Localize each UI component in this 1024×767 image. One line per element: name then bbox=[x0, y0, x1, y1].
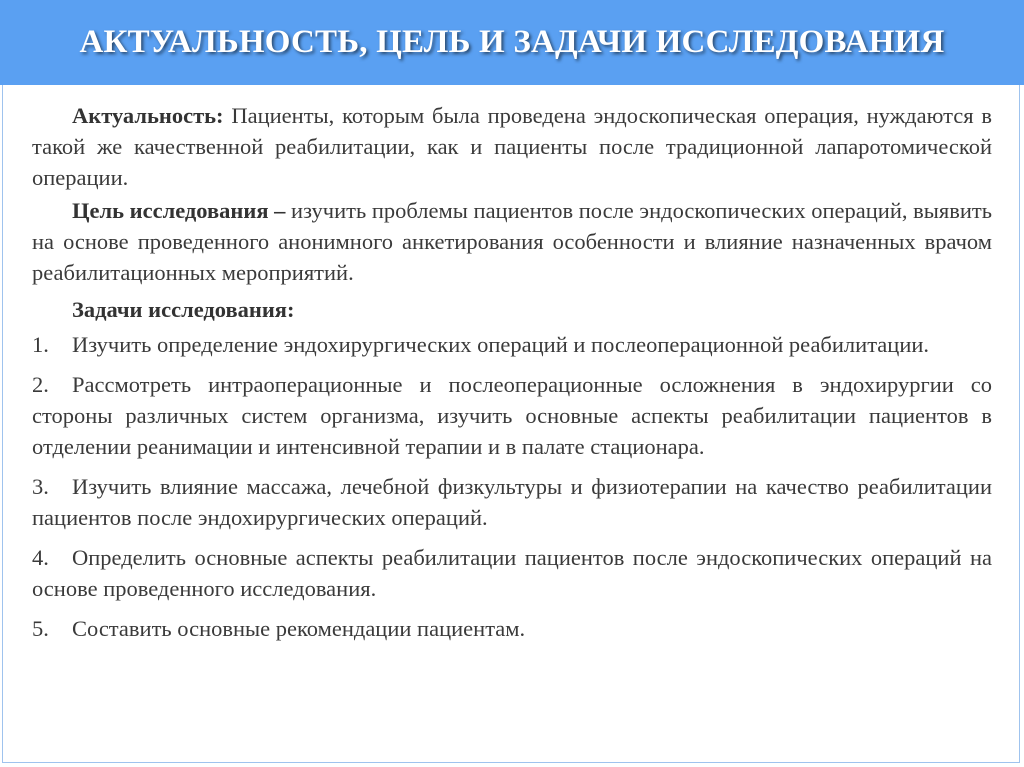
task-number: 5. bbox=[32, 616, 49, 641]
goal-paragraph bbox=[32, 195, 992, 288]
task-number: 3. bbox=[32, 474, 49, 499]
task-number: 2. bbox=[32, 372, 49, 397]
goal-label: Цель исследования – bbox=[72, 198, 286, 223]
task-item bbox=[32, 369, 992, 462]
task-text: Определить основные аспекты реабилитации пациентов после эндоскопических операций на основе проведенного исследования. bbox=[32, 545, 992, 601]
title-bar bbox=[0, 0, 1024, 85]
relevance-label: Актуальность: bbox=[72, 103, 224, 128]
task-item bbox=[32, 542, 992, 604]
task-number: 1. bbox=[32, 332, 49, 357]
relevance-paragraph bbox=[32, 100, 992, 193]
task-number: 4. bbox=[32, 545, 49, 570]
task-item bbox=[32, 471, 992, 533]
relevance-text: Пациенты, которым была проведена эндоскопическая операция, нуждаются в такой же качественной реабилитации, как и пациенты после традиционной лапаротомической операции. bbox=[32, 103, 992, 190]
task-text: Составить основные рекомендации пациентам. bbox=[72, 616, 526, 641]
task-text: Рассмотреть интраоперационные и послеоперационные осложнения в эндохирургии со стороны различных систем организма, изучить основные аспекты реабилитации пациентов в отделении реанимации и интенсивной терапии и в палате стационара. bbox=[32, 372, 992, 459]
task-text: Изучить влияние массажа, лечебной физкультуры и физиотерапии на качество реабилитации пациентов после эндохирургических операций. bbox=[32, 474, 992, 530]
task-item bbox=[32, 613, 992, 644]
task-item bbox=[32, 329, 992, 360]
slide-content bbox=[32, 100, 992, 653]
slide-title: АКТУАЛЬНОСТЬ, ЦЕЛЬ И ЗАДАЧИ ИССЛЕДОВАНИЯ bbox=[79, 24, 945, 60]
goal-text: изучить проблемы пациентов после эндоскопических операций, выявить на основе проведенного анонимного анкетирования особенности и влияние назначенных врачом реабилитационных мероприятий. bbox=[32, 198, 992, 285]
task-text: Изучить определение эндохирургических операций и послеоперационной реабилитации. bbox=[72, 332, 930, 357]
tasks-heading: Задачи исследования: bbox=[72, 297, 295, 322]
